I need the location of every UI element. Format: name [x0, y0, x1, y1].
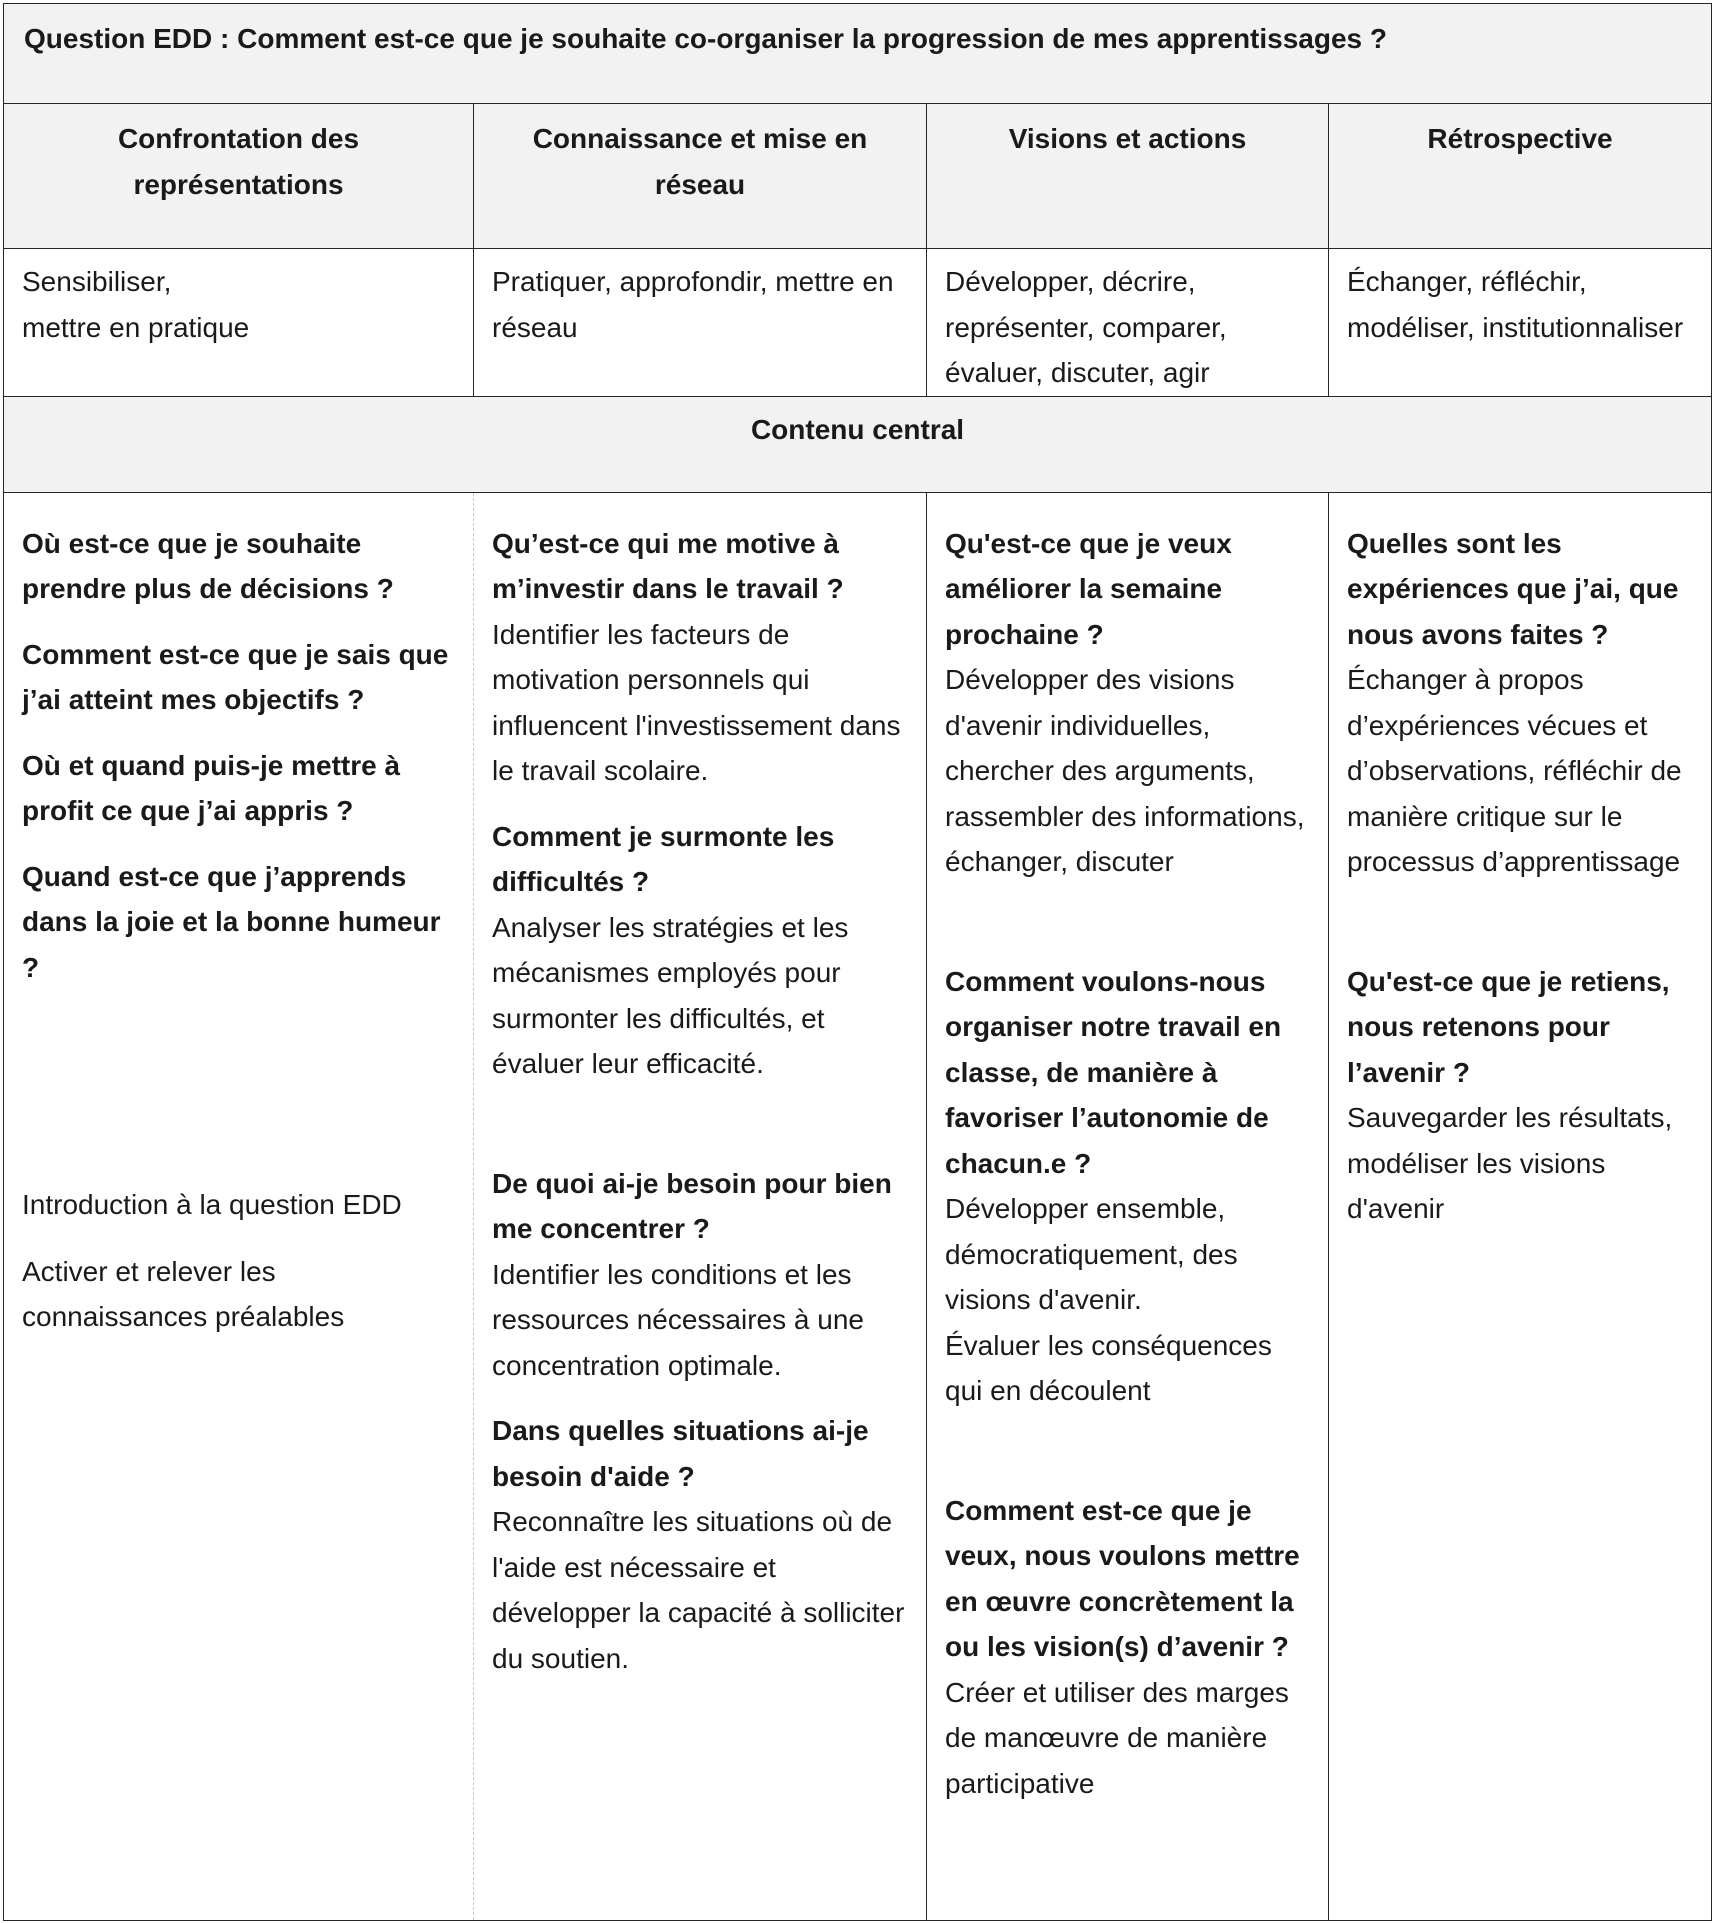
content-item: [492, 814, 908, 1087]
guiding-question: Quelles sont les expériences que j’ai, que nous avons faites ?: [1347, 527, 1679, 650]
guiding-question: Quand est-ce que j’apprends dans la joie et la bonne humeur ?: [22, 860, 441, 983]
phase-header: Visions et actions: [927, 104, 1329, 249]
guiding-question: Comment voulons-nous organiser notre travail en classe, de manière à favoriser l’autonomie de chacun.e ?: [945, 965, 1282, 1179]
action-verbs-text: Échanger, réfléchir, modéliser, institutionnaliser: [1347, 266, 1684, 343]
central-content-heading-row: [4, 396, 1712, 492]
phase-header-row: [4, 104, 1712, 249]
content-column-confrontation: [4, 492, 474, 1921]
phase-header: Confrontation des représentations: [4, 104, 474, 249]
content-item: [492, 1161, 908, 1389]
item-description: Analyser les stratégies et les mécanismes employés pour surmonter les difficultés, et évaluer leur efficacité.: [492, 911, 849, 1079]
action-verbs-text: Développer, décrire, représenter, comparer, évaluer, discuter, agir: [945, 266, 1227, 388]
guiding-question: Comment est-ce que je veux, nous voulons mettre en œuvre concrètement la ou les vision(s) d’avenir ?: [945, 1494, 1300, 1662]
action-verbs-row: [4, 249, 1712, 397]
content-column-visions: [927, 492, 1329, 1921]
guiding-question: Qu'est-ce que je veux améliorer la semaine prochaine ?: [945, 527, 1232, 650]
central-content-heading: Contenu central: [4, 396, 1712, 492]
guiding-question: Où est-ce que je souhaite prendre plus de décisions ?: [22, 527, 394, 604]
item-description: Échanger à propos d’expériences vécues et d’observations, réfléchir de manière critique sur le processus d’apprentissage: [1347, 664, 1682, 877]
content-item: [1347, 521, 1693, 885]
item-description: Sauvegarder les résultats, modéliser les visions d'avenir: [1347, 1102, 1673, 1224]
action-verbs-cell: [4, 249, 474, 397]
guiding-question: Comment je surmonte les difficultés ?: [492, 820, 835, 897]
guiding-question: Qu'est-ce que je retiens, nous retenons pour l’avenir ?: [1347, 965, 1670, 1088]
action-verbs-text: mettre en pratique: [22, 311, 250, 343]
content-item: [945, 521, 1310, 885]
action-verbs-text: Sensibiliser,: [22, 266, 172, 297]
guiding-question: De quoi ai-je besoin pour bien me concentrer ?: [492, 1167, 892, 1244]
content-item: [1347, 959, 1693, 1232]
guiding-question: Qu’est-ce qui me motive à m’investir dans le travail ?: [492, 527, 844, 604]
item-description: Identifier les facteurs de motivation personnels qui influencent l'investissement dans le travail scolaire.: [492, 618, 901, 786]
content-column-retrospective: [1329, 492, 1712, 1921]
central-content-row: [4, 492, 1712, 1921]
action-verbs-cell: [927, 249, 1329, 397]
guiding-question: Comment est-ce que je sais que j’ai atteint mes objectifs ?: [22, 638, 449, 715]
action-verbs-cell: [474, 249, 927, 397]
item-description: Identifier les conditions et les ressources nécessaires à une concentration optimale.: [492, 1258, 864, 1381]
content-item: [945, 959, 1310, 1414]
intro-notes: [22, 1182, 455, 1340]
intro-note: Activer et relever les connaissances préalables: [22, 1255, 345, 1332]
action-verbs-cell: [1329, 249, 1712, 397]
edd-planning-table: [3, 3, 1712, 1921]
table-title: Question EDD : Comment est-ce que je souhaite co-organiser la progression de mes apprentissages ?: [4, 4, 1712, 104]
content-column-connaissance: [474, 492, 927, 1921]
content-item: [945, 1488, 1310, 1807]
content-item: [492, 521, 908, 794]
phase-header: Rétrospective: [1329, 104, 1712, 249]
item-description: Créer et utiliser des marges de manœuvre de manière participative: [945, 1676, 1289, 1799]
item-description: Développer des visions d'avenir individuelles, chercher des arguments, rassembler des informations, échanger, discuter: [945, 664, 1305, 877]
guiding-question: Dans quelles situations ai-je besoin d'aide ?: [492, 1415, 869, 1492]
intro-note: Introduction à la question EDD: [22, 1189, 402, 1220]
content-item: [492, 1408, 908, 1681]
item-description: Développer ensemble, démocratiquement, des visions d'avenir.: [945, 1193, 1238, 1315]
guiding-question: Où et quand puis-je mettre à profit ce que j’ai appris ?: [22, 749, 401, 826]
item-description: Reconnaître les situations où de l'aide est nécessaire et développer la capacité à solliciter du soutien.: [492, 1506, 905, 1674]
item-description: Évaluer les conséquences qui en découlent: [945, 1329, 1272, 1406]
title-row: [4, 4, 1712, 104]
phase-header: Connaissance et mise en réseau: [474, 104, 927, 249]
action-verbs-text: Pratiquer, approfondir, mettre en réseau: [492, 266, 894, 343]
